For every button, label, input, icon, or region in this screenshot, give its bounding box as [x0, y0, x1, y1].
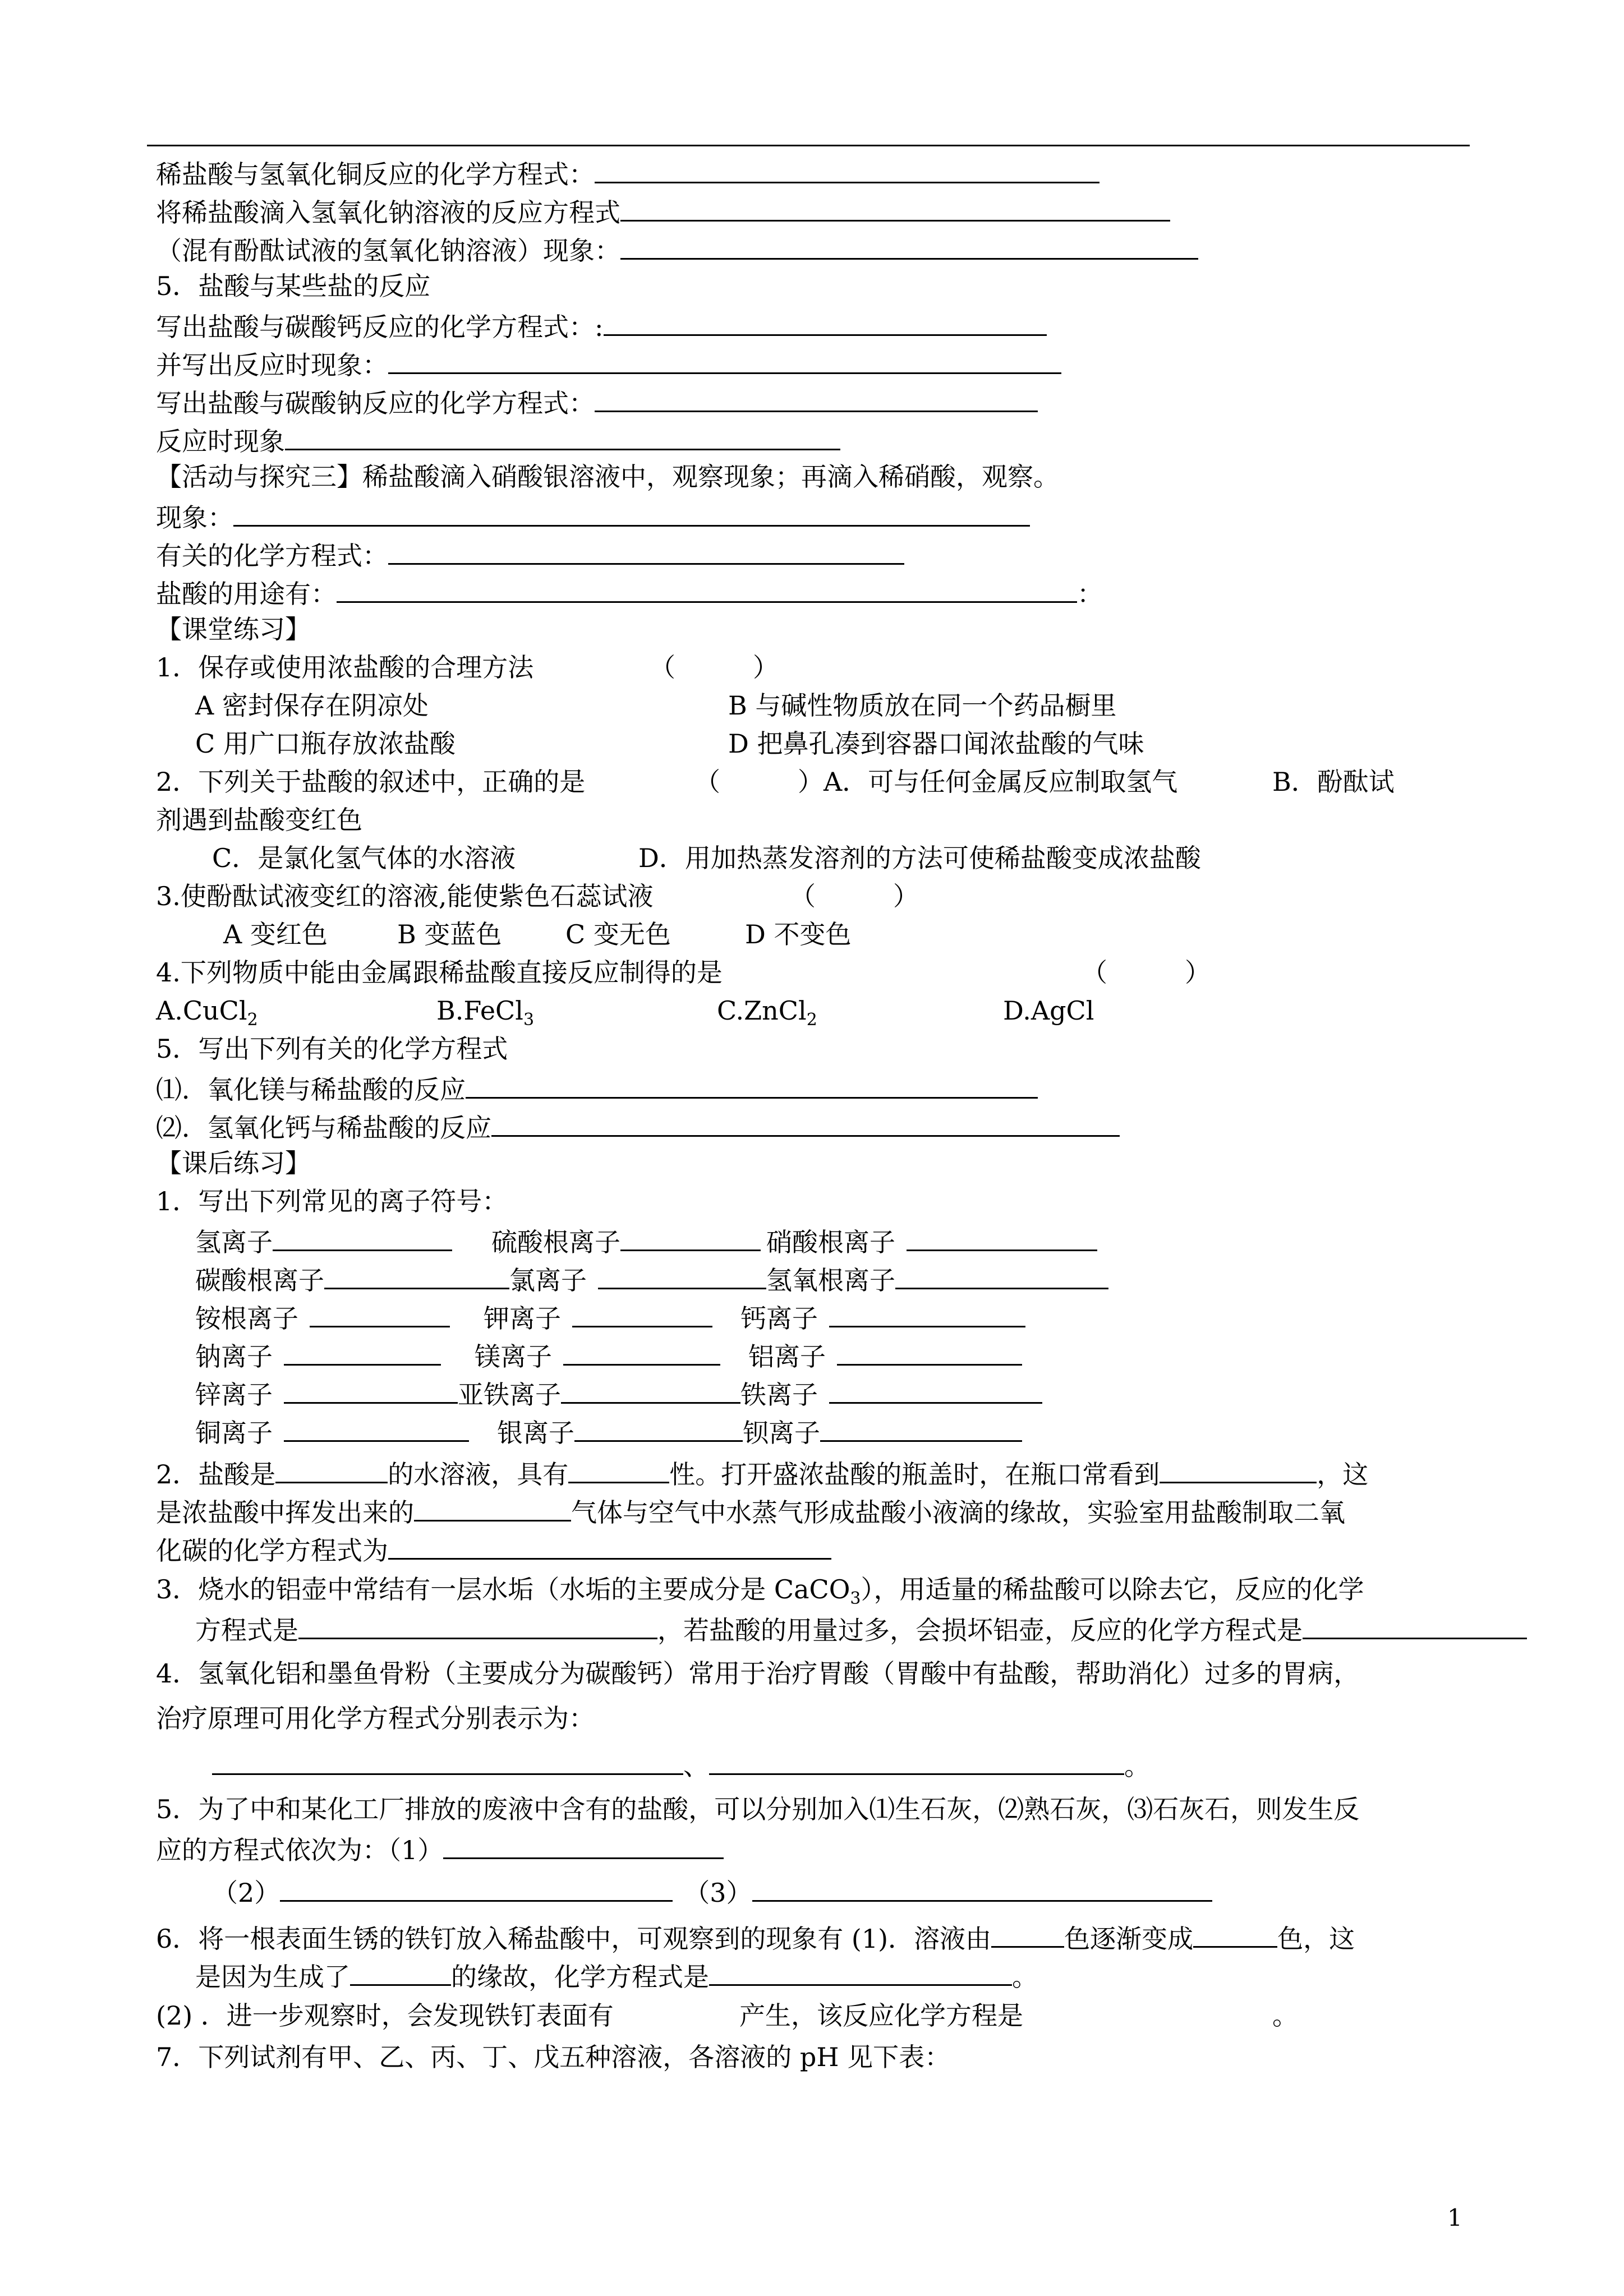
activity3: 【活动与探究三】稀盐酸滴入硝酸银溶液中，观察现象；再滴入稀硝酸，观察。: [156, 462, 1059, 492]
h6-text: 。: [1012, 1962, 1038, 1992]
answer-blank[interactable]: [595, 153, 1099, 183]
p4-text: 4.下列物质中能由金属跟稀盐酸直接反应制得的是: [156, 957, 723, 988]
ion-label: 铜离子: [195, 1418, 273, 1448]
h6-text: 产生，该反应化学方程是: [739, 2000, 1023, 2031]
ion-row: [156, 1411, 1614, 1449]
h2-line2: [156, 1491, 1614, 1529]
p1-text: 1．保存或使用浓盐酸的合理方法: [156, 652, 534, 683]
answer-blank[interactable]: [275, 1453, 388, 1483]
h2-text: 的水溶液，具有: [388, 1459, 569, 1490]
colon: ：: [1077, 579, 1103, 609]
act3-eq-text: 有关的化学方程式：: [156, 541, 388, 571]
h6-text: (2) ．进一步观察时，会发现铁钉表面有: [156, 2000, 614, 2031]
subscript: 2: [806, 1010, 817, 1030]
p3-option-d[interactable]: D 不变色: [745, 919, 852, 949]
answer-blank[interactable]: [388, 534, 904, 565]
p1-option-b[interactable]: B 与碱性物质放在同一个药品橱里: [728, 690, 1117, 721]
answer-blank[interactable]: [563, 1335, 720, 1366]
q-na2co3-text: 写出盐酸与碳酸钠反应的化学方程式：: [156, 388, 595, 418]
q-naoh: [156, 191, 1614, 229]
h6-line2: [156, 1955, 1614, 1993]
answer-blank[interactable]: [1193, 1917, 1277, 1948]
q-cu-oh: [156, 153, 1614, 191]
h5-text: （3）: [684, 1878, 752, 1908]
p3-options: [156, 915, 1614, 953]
answer-blank[interactable]: [598, 1258, 766, 1289]
class-practice-heading: 【课堂练习】: [156, 614, 311, 644]
h2-text: 2．盐酸是: [156, 1459, 276, 1490]
header-rule: [147, 145, 1470, 146]
h6-line3: [156, 1997, 1614, 2035]
p5-1: [156, 1068, 1614, 1106]
answer-blank[interactable]: [273, 1220, 452, 1251]
hcl-use: [156, 572, 1614, 610]
p2-option-a[interactable]: A．可与任何金属反应制取氢气: [823, 767, 1178, 797]
ion-label: 硫酸根离子: [491, 1227, 620, 1257]
hcl-use-text: 盐酸的用途有：: [156, 579, 337, 609]
p4-question: [156, 953, 1614, 992]
p4-option-a-text: A.CuCl: [156, 995, 247, 1026]
h3-text: 方程式是: [195, 1615, 298, 1645]
h3-line2: [156, 1608, 1614, 1647]
p4-paren[interactable]: （ ）: [1082, 957, 1211, 988]
answer-blank[interactable]: [310, 1297, 450, 1327]
h2-text: 性。打开盛浓盐酸的瓶盖时，在瓶口常看到: [669, 1459, 1160, 1490]
h3-line1: [156, 1570, 1614, 1608]
h2-line1: [156, 1453, 1614, 1491]
answer-blank[interactable]: [443, 1828, 724, 1859]
p2-option-c[interactable]: C．是氯化氢气体的水溶液: [212, 843, 516, 873]
answer-blank[interactable]: [595, 381, 1038, 412]
subscript: 3: [850, 1589, 861, 1608]
q-phenol: [156, 229, 1614, 267]
answer-blank[interactable]: [829, 1297, 1025, 1327]
h5-line2: [156, 1828, 1614, 1866]
h6-text: 。: [1272, 2000, 1298, 2031]
answer-blank[interactable]: [620, 1220, 761, 1251]
answer-blank[interactable]: [709, 1955, 1012, 1986]
p2-paren[interactable]: （ ）: [694, 767, 823, 797]
ion-label: 镁离子: [475, 1341, 552, 1372]
answer-blank[interactable]: [568, 1453, 669, 1483]
q-na2co3-phen-text: 反应时现象: [156, 426, 285, 457]
h6-text: 色，这: [1277, 1924, 1355, 1954]
answer-blank[interactable]: [284, 1373, 458, 1404]
ion-label: 氯离子: [509, 1265, 587, 1295]
ion-label: 铁离子: [740, 1380, 818, 1410]
p5-2: [156, 1106, 1614, 1144]
p1-options-cd: [156, 725, 1614, 763]
answer-blank[interactable]: [233, 496, 1030, 527]
ion-row: [156, 1220, 1614, 1258]
h2-text: 气体与空气中水蒸气形成盐酸小液滴的缘故，实验室用盐酸制取二氧: [571, 1497, 1345, 1528]
h5-text: （2）: [212, 1878, 280, 1908]
answer-blank[interactable]: [604, 305, 1047, 336]
answer-blank[interactable]: [212, 1744, 683, 1775]
answer-blank[interactable]: [414, 1491, 571, 1522]
answer-blank[interactable]: [388, 1529, 831, 1560]
h4-line2: 治疗原理可用化学方程式分别表示为：: [156, 1703, 595, 1733]
p3-question: [156, 877, 1614, 915]
ion-label: 钾离子: [484, 1303, 561, 1334]
p4-option-c-text: C.ZnCl: [717, 995, 807, 1026]
h4-line1: 4．氢氧化铝和墨鱼骨粉（主要成分为碳酸钙）常用于治疗胃酸（胃酸中有盐酸，帮助消化）过多的胃病，: [156, 1658, 1360, 1689]
q-caco3-text: 写出盐酸与碳酸钙反应的化学方程式：:: [156, 312, 604, 342]
answer-blank[interactable]: [285, 419, 840, 450]
ion-label: 铝离子: [748, 1341, 826, 1372]
p3-option-c[interactable]: C 变无色: [565, 919, 671, 949]
answer-blank[interactable]: [284, 1335, 441, 1366]
answer-blank[interactable]: [620, 191, 1170, 222]
after-practice-heading: 【课后练习】: [156, 1148, 311, 1178]
answer-blank[interactable]: [829, 1373, 1042, 1404]
p3-option-a[interactable]: A 变红色: [223, 919, 328, 949]
ion-row: [156, 1258, 1614, 1297]
answer-blank[interactable]: [907, 1220, 1097, 1251]
ion-label: 碳酸根离子: [195, 1265, 324, 1295]
h7-question: 7．下列试剂有甲、乙、丙、丁、戊五种溶液，各溶液的 pH 见下表：: [156, 2042, 951, 2072]
act3-phen-text: 现象：: [156, 502, 233, 533]
answer-blank[interactable]: [284, 1411, 469, 1442]
ion-row: [156, 1335, 1614, 1373]
q-naoh-text: 将稀盐酸滴入氢氧化钠溶液的反应方程式: [156, 197, 620, 228]
answer-blank[interactable]: [574, 1411, 743, 1442]
ion-label: 钡离子: [743, 1418, 820, 1448]
page-number: 1: [1447, 2204, 1462, 2232]
separator: 、: [683, 1751, 709, 1781]
h5-text: 应的方程式依次为：（1）: [156, 1835, 444, 1865]
p3-text: 3.使酚酞试液变红的溶液,能使紫色石蕊试液: [156, 881, 654, 911]
ion-label: 亚铁离子: [458, 1380, 561, 1410]
p5-2-text: ⑵．氢氧化钙与稀盐酸的反应: [156, 1113, 491, 1143]
answer-blank[interactable]: [280, 1871, 673, 1902]
answer-blank[interactable]: [1303, 1608, 1527, 1639]
h2-line3: [156, 1529, 1614, 1567]
p4-options: [156, 992, 1614, 1030]
answer-blank[interactable]: [350, 1955, 451, 1986]
answer-blank[interactable]: [709, 1744, 1124, 1775]
h3-text: ），用适量的稀盐酸可以除去它，反应的化学: [861, 1574, 1364, 1605]
answer-blank[interactable]: [298, 1608, 657, 1639]
period: 。: [1124, 1751, 1150, 1781]
act3-eq: [156, 534, 1614, 572]
h2-text: ，这: [1317, 1459, 1369, 1490]
h5-line3: [156, 1871, 1614, 1909]
p3-option-b[interactable]: B 变蓝色: [397, 919, 502, 949]
p2-text: 2．下列关于盐酸的叙述中，正确的是: [156, 767, 586, 797]
p4-option-b-text: B.FeCl: [436, 995, 523, 1026]
q-cu-oh-text: 稀盐酸与氢氧化铜反应的化学方程式：: [156, 159, 595, 190]
ion-label: 锌离子: [195, 1380, 273, 1410]
p2-option-b[interactable]: B．酚酞试: [1272, 767, 1395, 797]
h6-text: 的缘故，化学方程式是: [451, 1962, 709, 1992]
answer-blank[interactable]: [388, 343, 1061, 374]
q-phenol-text: （混有酚酞试液的氢氧化钠溶液）现象：: [156, 236, 620, 266]
answer-blank[interactable]: [820, 1411, 1022, 1442]
q-caco3-phen-text: 并写出反应时现象：: [156, 350, 388, 380]
answer-blank[interactable]: [1160, 1453, 1317, 1483]
answer-blank[interactable]: [466, 1068, 1038, 1099]
p2-options-cd: [156, 839, 1614, 877]
p1-option-c[interactable]: C 用广口瓶存放浓盐酸: [195, 729, 456, 759]
p1-paren[interactable]: （ ）: [650, 652, 779, 683]
q-caco3: [156, 305, 1614, 343]
ion-label: 钠离子: [195, 1341, 273, 1372]
p1-option-d[interactable]: D 把鼻孔凑到容器口闻浓盐酸的气味: [728, 729, 1144, 759]
h1-question: 1．写出下列常见的离子符号：: [156, 1186, 508, 1216]
subscript: 3: [523, 1010, 535, 1030]
h2-text: 化碳的化学方程式为: [156, 1536, 388, 1566]
answer-blank[interactable]: [324, 1258, 509, 1289]
answer-blank[interactable]: [491, 1106, 1120, 1137]
h3-text: 3．烧水的铝壶中常结有一层水垢（水垢的主要成分是 CaCO: [156, 1574, 850, 1605]
ion-label: 氢氧根离子: [766, 1265, 895, 1295]
ion-row: [156, 1373, 1614, 1411]
answer-blank[interactable]: [837, 1335, 1022, 1366]
p5-question: 5．写出下列有关的化学方程式: [156, 1034, 508, 1064]
p2-option-b-cont: 剂遇到盐酸变红色: [156, 805, 362, 835]
h4-line3: [156, 1744, 1614, 1782]
ion-label: 氢离子: [195, 1227, 273, 1257]
act3-phen: [156, 496, 1614, 534]
answer-blank[interactable]: [991, 1917, 1064, 1948]
p1-options-ab: [156, 686, 1614, 725]
h6-text: 6．将一根表面生锈的铁钉放入稀盐酸中，可观察到的现象有 (1)．溶液由: [156, 1924, 992, 1954]
h6-text: 是因为生成了: [195, 1962, 350, 1992]
p1-option-a[interactable]: A 密封保存在阴凉处: [195, 690, 429, 721]
h6-line1: [156, 1917, 1614, 1955]
ion-label: 硝酸根离子: [766, 1227, 895, 1257]
p2-question: [156, 763, 1614, 801]
subscript: 2: [247, 1010, 258, 1030]
h2-text: 是浓盐酸中挥发出来的: [156, 1497, 414, 1528]
h3-text: ，若盐酸的用量过多，会损坏铝壶，反应的化学方程式是: [657, 1615, 1303, 1645]
worksheet-body: [156, 153, 1614, 2076]
p3-paren[interactable]: （ ）: [790, 881, 919, 911]
h6-text: 色逐渐变成: [1064, 1924, 1194, 1954]
p4-option-d[interactable]: D.AgCl: [1003, 995, 1094, 1026]
q-na2co3-phen: [156, 419, 1614, 458]
answer-blank[interactable]: [895, 1258, 1108, 1289]
h5-line1: 5．为了中和某化工厂排放的废液中含有的盐酸，可以分别加入⑴生石灰，⑵熟石灰，⑶石灰石，则发生反: [156, 1794, 1360, 1824]
answer-blank[interactable]: [337, 572, 1077, 603]
p2-option-d[interactable]: D．用加热蒸发溶剂的方法可使稀盐酸变成浓盐酸: [638, 843, 1201, 873]
answer-blank[interactable]: [572, 1297, 712, 1327]
ion-label: 银离子: [497, 1418, 574, 1448]
sec5-title: 5．盐酸与某些盐的反应: [156, 271, 431, 301]
ion-row: [156, 1297, 1614, 1335]
p1-question: [156, 648, 1614, 686]
p4-option-c[interactable]: [717, 992, 1003, 1039]
answer-blank[interactable]: [752, 1871, 1212, 1902]
ion-label: 钙离子: [740, 1303, 818, 1334]
answer-blank[interactable]: [561, 1373, 740, 1404]
q-na2co3: [156, 381, 1614, 419]
answer-blank[interactable]: [620, 229, 1198, 260]
p5-1-text: ⑴．氧化镁与稀盐酸的反应: [156, 1075, 466, 1105]
ion-label: 铵根离子: [195, 1303, 298, 1334]
q-caco3-phen: [156, 343, 1614, 381]
